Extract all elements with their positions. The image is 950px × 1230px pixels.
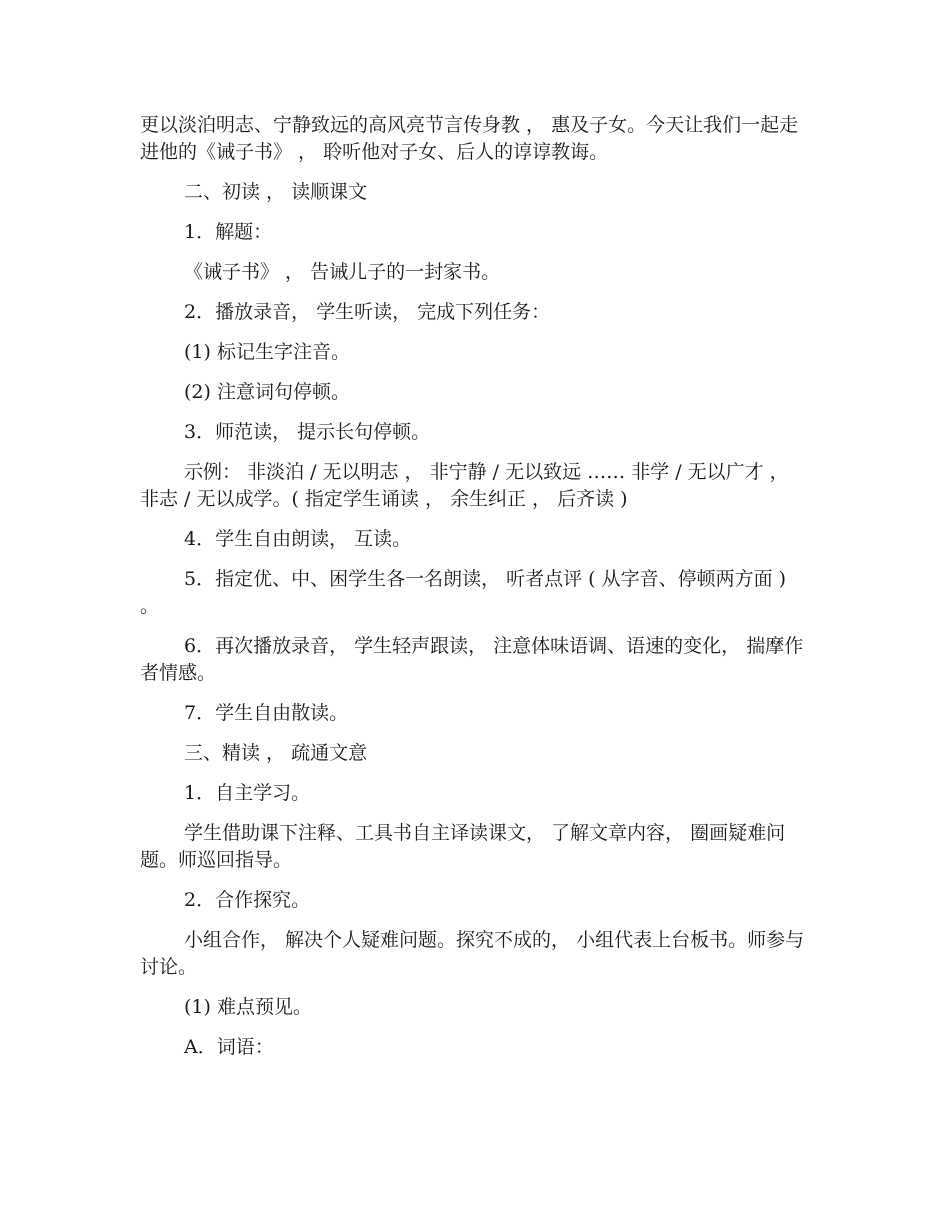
- paragraph-9: 4．学生自由朗读， 互读。: [184, 528, 412, 550]
- paragraph-12: 7．学生自由散读。: [184, 702, 349, 724]
- paragraph-14: 1．自主学习。: [184, 782, 311, 804]
- paragraph-10: 5．指定优、中、困学生各一名朗读， 听者点评 ( 从字音、停顿两方面 ) 。: [140, 568, 787, 617]
- paragraph-17: 小组合作， 解决个人疑难问题。探究不成的， 小组代表上台板书。师参与讨论。: [140, 929, 805, 978]
- paragraph-18: (1) 难点预见。: [184, 996, 312, 1018]
- paragraph-19: A．词语：: [184, 1036, 274, 1058]
- paragraph-4: 2．播放录音， 学生听读， 完成下列任务：: [184, 301, 551, 323]
- paragraph-16: 2．合作探究。: [184, 889, 311, 911]
- document-body: [140, 112, 808, 1074]
- paragraph-example: 示例： 非淡泊 / 无以明志 ， 非宁静 / 无以致远 …… 非学 / 无以广才 ， 非志 / 无以成学。( 指定学生诵读 ， 余生纠正 ， 后齐读 ): [140, 461, 789, 510]
- paragraph-7: 3．师范读， 提示长句停顿。: [184, 421, 431, 443]
- paragraph-5: (1) 标记生字注音。: [184, 341, 350, 363]
- section-heading-first-reading: 二、初读 ， 读顺课文: [184, 181, 368, 203]
- paragraph-1: 更以淡泊明志、宁静致远的高风亮节言传身教 ， 惠及子女。今天让我们一起走进他的《诫子书》 ， 聆听他对子女、后人的谆谆教诲。: [140, 114, 799, 163]
- paragraph-6: (2) 注意词句停顿。: [184, 381, 350, 403]
- paragraph-15: 学生借助课下注释、工具书自主译读课文， 了解文章内容， 圈画疑难问题。师巡回指导。: [140, 822, 786, 871]
- paragraph-11: 6．再次播放录音， 学生轻声跟读， 注意体味语调、语速的变化， 揣摩作者情感。: [140, 635, 804, 684]
- paragraph-3: 《诫子书》 ， 告诫儿子的一封家书。: [184, 261, 501, 283]
- paragraph-title-explanation: 1．解题：: [184, 221, 273, 243]
- section-heading-close-reading: 三、精读 ， 疏通文意: [184, 742, 368, 764]
